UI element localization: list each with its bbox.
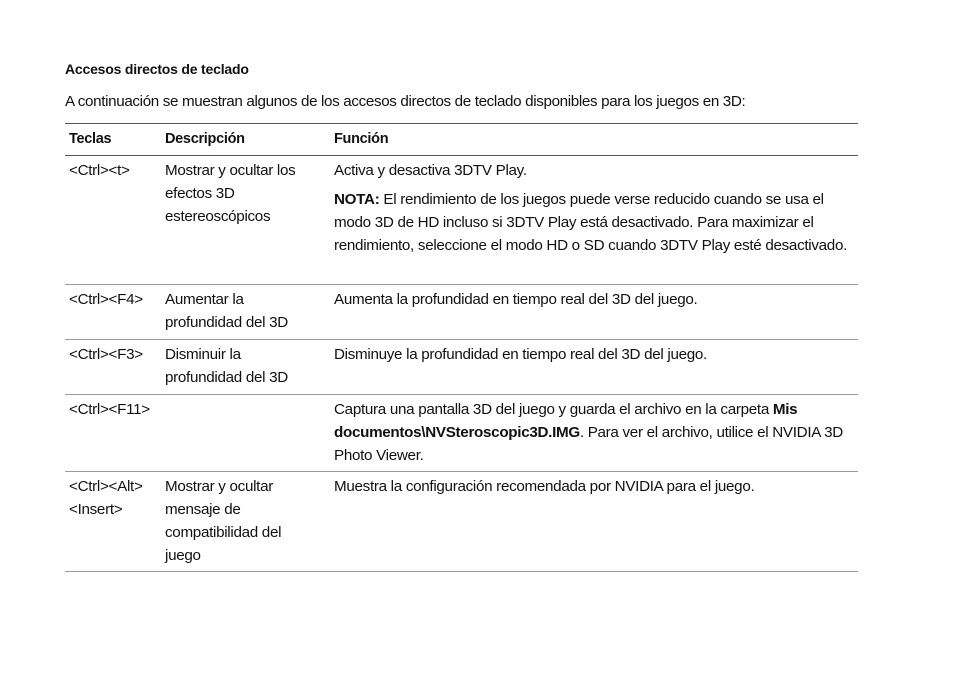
row-keys: <Ctrl><t> — [69, 162, 130, 179]
row-keys: <Ctrl><F4> — [69, 291, 143, 308]
row-description: Mostrar y ocultar mensaje de compatibilidad del juego — [165, 478, 282, 564]
row-description: Mostrar y ocultar los efectos 3D estereoscópicos — [165, 162, 296, 225]
row-description: Aumentar la profundidad del 3D — [165, 291, 288, 331]
intro-paragraph: A continuación se muestran algunos de los accesos directos de teclado disponibles para los juegos en 3D: — [65, 93, 746, 110]
row-function — [334, 398, 858, 467]
row-function — [334, 159, 858, 257]
folder-path: Mis documentos\NVSteroscopic3D.IMG — [334, 401, 798, 441]
header-function: Función — [334, 131, 389, 147]
section-heading: Accesos directos de teclado — [65, 61, 249, 77]
table-header-row — [65, 124, 858, 156]
note-text: El rendimiento de los juegos puede verse reducido cuando se usa el modo 3D de HD incluso si 3DTV Play está desactivado. Para maximizar el rendimiento, seleccione el modo HD o SD cuando 3DTV Play esté desactivado. — [334, 191, 848, 254]
header-description: Descripción — [165, 131, 245, 147]
function-text: Activa y desactiva 3DTV Play. — [334, 162, 527, 179]
table-row — [65, 395, 858, 472]
row-keys: <Ctrl><Alt> <Insert> — [69, 478, 143, 518]
function-text-part2: . Para ver el archivo, utilice el NVIDIA 3D Photo Viewer. — [334, 424, 843, 464]
row-function: Muestra la configuración recomendada por NVIDIA para el juego. — [334, 478, 755, 495]
row-function: Aumenta la profundidad en tiempo real del 3D del juego. — [334, 291, 698, 308]
header-keys: Teclas — [69, 131, 112, 147]
function-text-part1: Captura una pantalla 3D del juego y guarda el archivo en la carpeta — [334, 401, 773, 418]
note-label: NOTA: — [334, 191, 380, 208]
table-row — [65, 285, 858, 340]
shortcuts-table — [65, 123, 858, 572]
row-function: Disminuye la profundidad en tiempo real del 3D del juego. — [334, 346, 707, 363]
row-keys: <Ctrl><F11> — [69, 401, 150, 418]
table-row — [65, 156, 858, 285]
row-description: Disminuir la profundidad del 3D — [165, 346, 288, 386]
note-paragraph — [334, 188, 858, 257]
table-row — [65, 340, 858, 395]
row-keys: <Ctrl><F3> — [69, 346, 143, 363]
table-row — [65, 472, 858, 572]
